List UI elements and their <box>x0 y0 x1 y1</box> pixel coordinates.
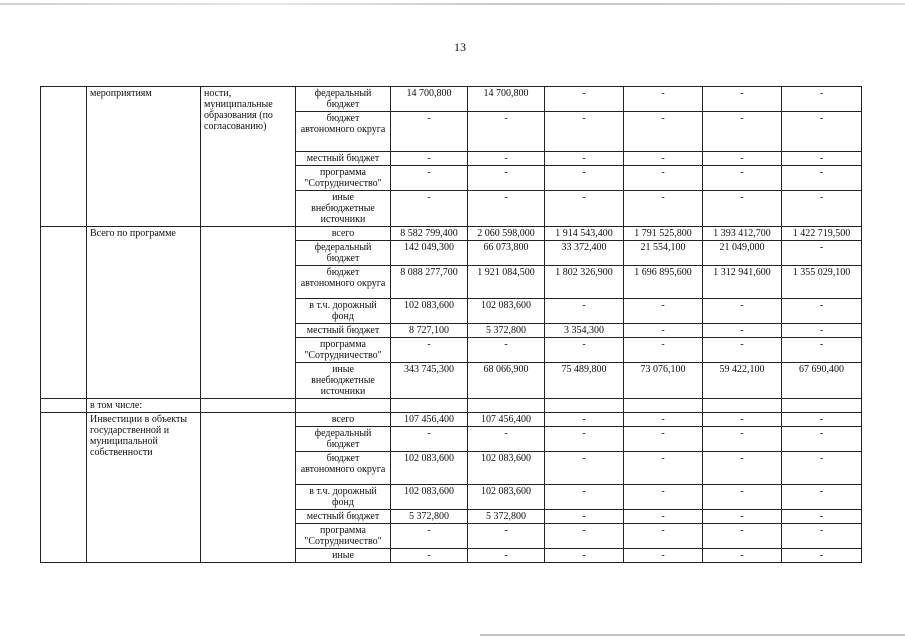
value-cell: - <box>624 452 703 485</box>
value-cell: 102 083,600 <box>468 485 545 510</box>
value-cell: 5 372,800 <box>468 324 545 338</box>
value-cell: - <box>703 524 782 549</box>
value-cell: 8 582 799,400 <box>391 227 468 241</box>
value-cell: 107 456,400 <box>391 413 468 427</box>
value-cell: 142 049,300 <box>391 241 468 266</box>
value-cell: 21 049,000 <box>703 241 782 266</box>
value-cell: 1 355 029,100 <box>782 266 862 299</box>
value-cell: - <box>782 338 862 363</box>
value-cell: 14 700,800 <box>468 87 545 112</box>
value-cell: 5 372,800 <box>468 510 545 524</box>
scan-edge-top <box>0 3 905 5</box>
value-cell: - <box>782 87 862 112</box>
value-cell: - <box>468 427 545 452</box>
value-cell: 59 422,100 <box>703 363 782 399</box>
value-cell: - <box>782 112 862 152</box>
value-cell: 1 393 412,700 <box>703 227 782 241</box>
funding-source-cell: иные внебюджетные источники <box>296 191 391 227</box>
value-cell: - <box>703 112 782 152</box>
value-cell: - <box>545 299 624 324</box>
value-cell: - <box>624 324 703 338</box>
value-cell: - <box>545 549 624 563</box>
value-cell: - <box>391 427 468 452</box>
value-cell <box>782 399 862 413</box>
value-cell: - <box>545 191 624 227</box>
funding-source-cell: в т.ч. дорожный фонд <box>296 485 391 510</box>
value-cell: - <box>391 338 468 363</box>
value-cell: - <box>703 87 782 112</box>
value-cell: 102 083,600 <box>391 485 468 510</box>
value-cell: - <box>782 524 862 549</box>
value-cell <box>703 399 782 413</box>
value-cell: - <box>468 191 545 227</box>
value-cell: - <box>782 452 862 485</box>
value-cell: - <box>782 485 862 510</box>
value-cell: - <box>624 87 703 112</box>
value-cell: - <box>703 338 782 363</box>
value-cell: - <box>468 524 545 549</box>
scan-edge-bottom <box>480 634 905 636</box>
value-cell: - <box>468 549 545 563</box>
value-cell: - <box>703 452 782 485</box>
value-cell: - <box>703 413 782 427</box>
funding-source-cell: федеральный бюджет <box>296 87 391 112</box>
funding-source-cell: федеральный бюджет <box>296 427 391 452</box>
value-cell: - <box>624 413 703 427</box>
value-cell: - <box>703 299 782 324</box>
value-cell: 33 372,400 <box>545 241 624 266</box>
value-cell: - <box>703 427 782 452</box>
value-cell: 107 456,400 <box>468 413 545 427</box>
value-cell: - <box>624 299 703 324</box>
table-row <box>41 87 862 112</box>
value-cell: 68 066,900 <box>468 363 545 399</box>
funding-source-cell: программа "Сотрудничество" <box>296 338 391 363</box>
funding-source-cell: местный бюджет <box>296 152 391 166</box>
value-cell: 21 554,100 <box>624 241 703 266</box>
funding-source-cell: всего <box>296 227 391 241</box>
value-cell: - <box>545 524 624 549</box>
row-group-executor <box>201 399 296 413</box>
value-cell: - <box>624 338 703 363</box>
value-cell: - <box>703 549 782 563</box>
funding-source-cell: иные <box>296 549 391 563</box>
funding-source-cell: программа "Сотрудничество" <box>296 524 391 549</box>
funding-source-cell: программа "Сотрудничество" <box>296 166 391 191</box>
value-cell: 8 727,100 <box>391 324 468 338</box>
value-cell: 1 921 084,500 <box>468 266 545 299</box>
row-group-title: в том числе: <box>87 399 201 413</box>
value-cell: - <box>391 191 468 227</box>
row-group-title: мероприятиям <box>87 87 201 227</box>
value-cell: - <box>703 152 782 166</box>
value-cell: - <box>545 427 624 452</box>
row-group-number <box>41 87 87 227</box>
value-cell: - <box>624 152 703 166</box>
value-cell: - <box>782 549 862 563</box>
value-cell: - <box>782 413 862 427</box>
value-cell: - <box>782 510 862 524</box>
value-cell: 14 700,800 <box>391 87 468 112</box>
value-cell: - <box>545 87 624 112</box>
value-cell: - <box>468 152 545 166</box>
value-cell: - <box>624 510 703 524</box>
value-cell: - <box>545 152 624 166</box>
value-cell: - <box>391 549 468 563</box>
value-cell: - <box>782 241 862 266</box>
value-cell: - <box>624 191 703 227</box>
value-cell: - <box>545 112 624 152</box>
value-cell: 73 076,100 <box>624 363 703 399</box>
value-cell: - <box>545 452 624 485</box>
value-cell: - <box>782 324 862 338</box>
table-row <box>41 413 862 427</box>
value-cell: - <box>782 427 862 452</box>
value-cell: 1 914 543,400 <box>545 227 624 241</box>
row-group-executor <box>201 413 296 563</box>
row-group-number <box>41 227 87 399</box>
value-cell: 66 073,800 <box>468 241 545 266</box>
value-cell: - <box>391 112 468 152</box>
value-cell: 3 354,300 <box>545 324 624 338</box>
value-cell: - <box>468 338 545 363</box>
value-cell: - <box>391 152 468 166</box>
funding-source-cell: местный бюджет <box>296 510 391 524</box>
value-cell <box>391 399 468 413</box>
value-cell: 1 312 941,600 <box>703 266 782 299</box>
value-cell: - <box>545 413 624 427</box>
table-row <box>41 227 862 241</box>
row-group-title: Инвестиции в объекты государственной и муниципальной собственности <box>87 413 201 563</box>
value-cell: - <box>624 524 703 549</box>
value-cell: 102 083,600 <box>391 299 468 324</box>
funding-source-cell: иные внебюджетные источники <box>296 363 391 399</box>
value-cell: 102 083,600 <box>391 452 468 485</box>
value-cell: - <box>703 191 782 227</box>
value-cell: - <box>624 166 703 191</box>
value-cell: 102 083,600 <box>468 452 545 485</box>
funding-source-cell: бюджет автономного округа <box>296 112 391 152</box>
value-cell <box>468 399 545 413</box>
value-cell: - <box>391 166 468 191</box>
value-cell: 5 372,800 <box>391 510 468 524</box>
value-cell <box>545 399 624 413</box>
budget-table <box>40 86 862 563</box>
value-cell: - <box>545 510 624 524</box>
funding-source-cell: местный бюджет <box>296 324 391 338</box>
funding-source-cell: в т.ч. дорожный фонд <box>296 299 391 324</box>
row-group-number <box>41 413 87 563</box>
value-cell: - <box>703 166 782 191</box>
value-cell <box>624 399 703 413</box>
value-cell: 8 088 277,700 <box>391 266 468 299</box>
funding-source-cell: бюджет автономного округа <box>296 452 391 485</box>
value-cell: - <box>782 299 862 324</box>
value-cell: 102 083,600 <box>468 299 545 324</box>
value-cell: - <box>624 427 703 452</box>
row-group-number <box>41 399 87 413</box>
row-group-executor <box>201 227 296 399</box>
value-cell: - <box>782 152 862 166</box>
value-cell: 1 696 895,600 <box>624 266 703 299</box>
page-number: 13 <box>454 40 466 54</box>
value-cell: 67 690,400 <box>782 363 862 399</box>
value-cell: - <box>782 166 862 191</box>
value-cell: - <box>391 524 468 549</box>
value-cell: - <box>545 338 624 363</box>
funding-source-cell: бюджет автономного округа <box>296 266 391 299</box>
value-cell: - <box>468 112 545 152</box>
funding-source-cell: всего <box>296 413 391 427</box>
value-cell: - <box>624 549 703 563</box>
row-group-title: Всего по программе <box>87 227 201 399</box>
value-cell: - <box>468 166 545 191</box>
value-cell: - <box>624 485 703 510</box>
value-cell: - <box>545 485 624 510</box>
table-body <box>41 87 862 563</box>
funding-source-cell <box>296 399 391 413</box>
table-row <box>41 399 862 413</box>
value-cell: - <box>703 510 782 524</box>
value-cell: 343 745,300 <box>391 363 468 399</box>
row-group-executor: ности, муниципальные образования (по согласованию) <box>201 87 296 227</box>
funding-source-cell: федеральный бюджет <box>296 241 391 266</box>
value-cell: 1 802 326,900 <box>545 266 624 299</box>
value-cell: 1 791 525,800 <box>624 227 703 241</box>
value-cell: - <box>782 191 862 227</box>
value-cell: - <box>703 485 782 510</box>
value-cell: - <box>545 166 624 191</box>
value-cell: 1 422 719,500 <box>782 227 862 241</box>
value-cell: 2 060 598,000 <box>468 227 545 241</box>
value-cell: 75 489,800 <box>545 363 624 399</box>
value-cell: - <box>624 112 703 152</box>
value-cell: - <box>703 324 782 338</box>
